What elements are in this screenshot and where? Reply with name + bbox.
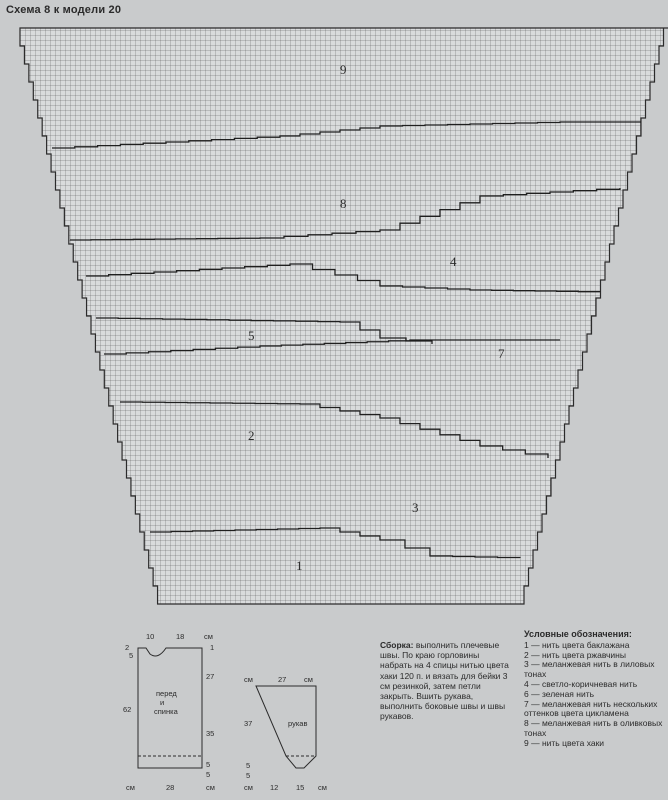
dim-width: 28 bbox=[166, 783, 175, 792]
sleeve-label: рукав bbox=[288, 719, 308, 728]
sleeve-unit-bottom-right: см bbox=[318, 783, 327, 792]
legend-item: 1 — нить цвета баклажана bbox=[524, 639, 630, 650]
diagram-title: Схема 8 к модели 20 bbox=[6, 4, 122, 16]
zone-label: 9 bbox=[340, 62, 347, 77]
zone-label: 5 bbox=[248, 328, 255, 343]
assembly-instructions bbox=[380, 640, 512, 722]
sleeve-dim-height: 37 bbox=[244, 719, 253, 728]
sleeve-unit-bottom-left: см bbox=[244, 783, 253, 792]
dim-top-small: 1 bbox=[210, 643, 215, 652]
legend-item: 8 — меланжевая нить в оливковых тонах bbox=[524, 718, 663, 738]
front-back-label-3: спинка bbox=[154, 707, 178, 716]
sleeve-dim-rib-a: 5 bbox=[246, 761, 251, 770]
pattern-schematic bbox=[120, 628, 375, 800]
unit-bottom-right: см bbox=[206, 783, 215, 792]
dim-rib-b: 5 bbox=[206, 770, 211, 779]
legend bbox=[524, 630, 664, 749]
zone-label: 2 bbox=[248, 428, 255, 443]
legend-title: Условные обозначения: bbox=[524, 629, 632, 639]
legend-item: 3 — меланжевая нить в лиловых тонах bbox=[524, 659, 655, 680]
legend-item: 9 — нить цвета хаки bbox=[524, 737, 605, 748]
assembly-heading: Сборка: bbox=[380, 640, 414, 650]
legend-item: 2 — нить цвета ржавчины bbox=[524, 649, 626, 660]
dim-top-right: 18 bbox=[176, 632, 185, 641]
dim-armhole: 27 bbox=[206, 672, 215, 681]
dim-neck-b: 5 bbox=[129, 651, 134, 660]
front-back-label-2: и bbox=[160, 698, 165, 707]
sleeve-dim-bottom-b: 15 bbox=[296, 783, 305, 792]
legend-item: 7 — меланжевая нить нескольких оттенков цвета цикламена bbox=[524, 698, 658, 719]
unit-bottom-left: см bbox=[126, 783, 135, 792]
sleeve-unit-top-right: см bbox=[304, 675, 313, 684]
unit-top: см bbox=[204, 632, 213, 641]
sleeve-dim-top: 27 bbox=[278, 675, 287, 684]
dim-rib-a: 5 bbox=[206, 760, 211, 769]
front-back-label-1: перед bbox=[156, 689, 177, 698]
zone-label: 7 bbox=[498, 346, 505, 361]
zone-label: 4 bbox=[450, 254, 457, 269]
sleeve-dim-bottom-a: 12 bbox=[270, 783, 279, 792]
legend-item: 4 — светло-коричневая нить bbox=[524, 678, 638, 689]
legend-item: 6 — зеленая нить bbox=[524, 688, 595, 699]
zone-label: 3 bbox=[412, 500, 419, 515]
zone-label: 8 bbox=[340, 196, 347, 211]
zone-label: 1 bbox=[296, 558, 303, 573]
assembly-text: выполнить плечевые швы. По краю горловины набрать на 4 спицы нитью цвета хаки 120 п. и вязать для бейки 3 см резинкой, затем петли закрыть. Вшить рукава, выполнить боковые швы и швы рукавов. bbox=[380, 640, 509, 722]
sleeve-dim-rib-b: 5 bbox=[246, 771, 251, 780]
dim-top-left: 10 bbox=[146, 632, 155, 641]
sleeve-unit-top: см bbox=[244, 675, 253, 684]
dim-total-height: 62 bbox=[123, 705, 132, 714]
dim-neck-a: 2 bbox=[125, 643, 130, 652]
dim-body: 35 bbox=[206, 729, 215, 738]
